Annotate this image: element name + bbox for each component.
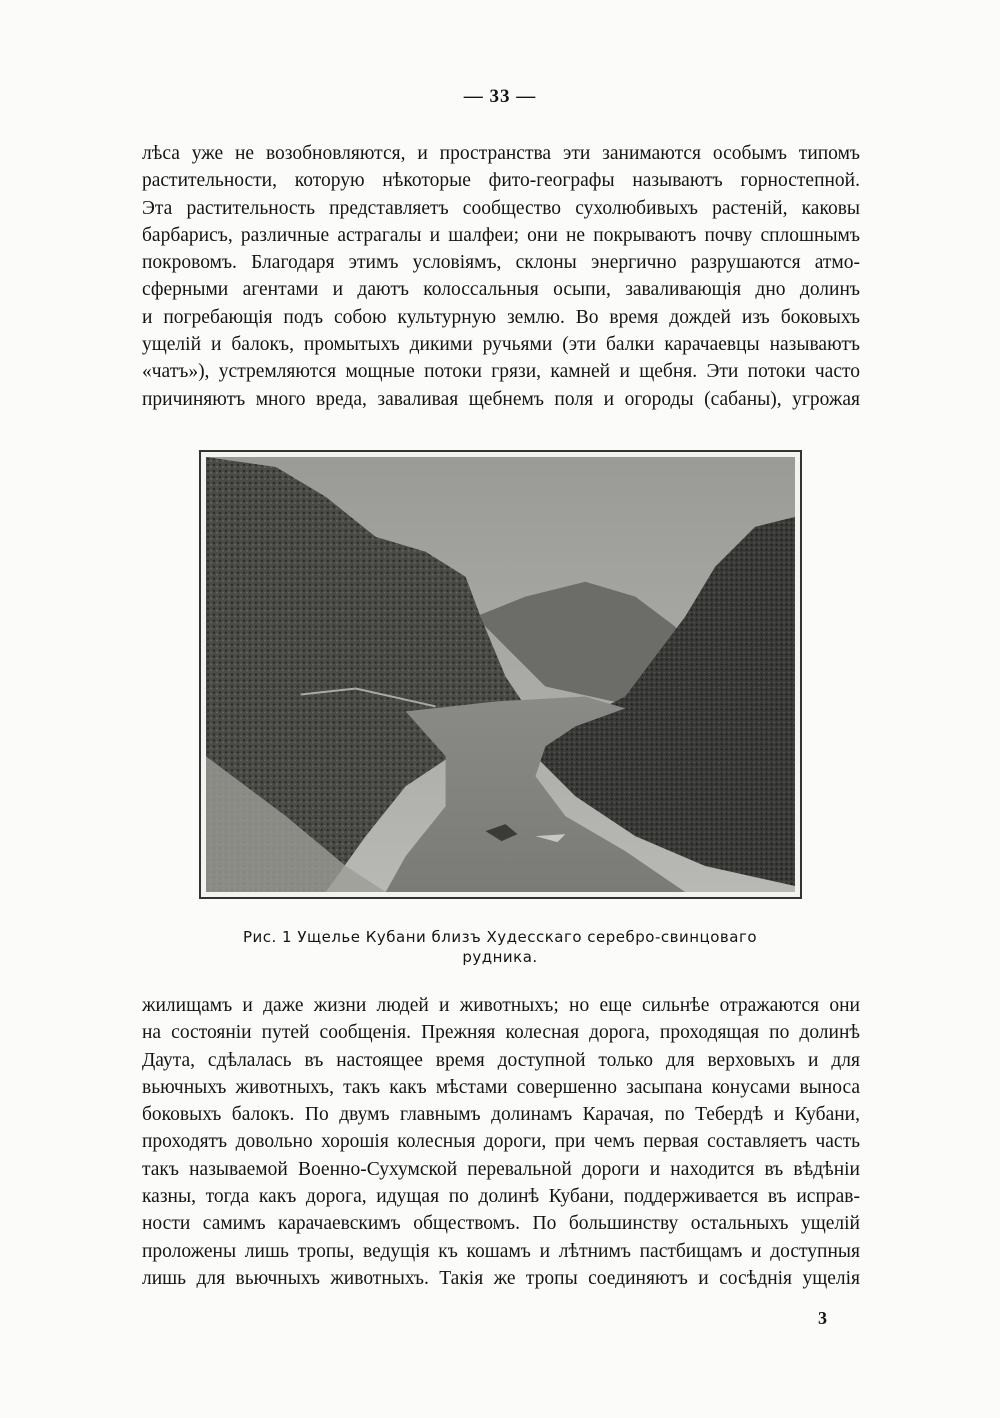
signature-mark: 3	[818, 1308, 827, 1328]
text-line: барбарисъ, различные астрагалы и шалфеи; они не покрываютъ почву сплошнымъ	[142, 224, 860, 246]
caption-line: Рис. 1 Ущелье Кубани близъ Худесскаго серебро-свинцоваго	[242, 928, 758, 946]
gorge-photo-illustration	[206, 457, 795, 892]
text-line: лишь для вьючныхъ животныхъ. Такія же тропы соединяютъ и сосѣднія ущелія	[142, 1267, 860, 1289]
text-line: сферными агентами и даютъ колоссальныя осыпи, заваливающія дно долинъ	[142, 279, 860, 301]
text-line: казны, тогда какъ дорога, идущая по долинѣ Кубани, поддерживается въ исправ-	[142, 1186, 860, 1208]
text-line: ности самимъ карачаевскимъ обществомъ. По большинству остальныхъ ущелій	[142, 1213, 860, 1235]
text-line: такъ называемой Военно-Сухумской перевальной дороги и находится въ вѣдѣніи	[142, 1158, 860, 1180]
caption-line: рудника.	[462, 948, 538, 966]
top-paragraph	[142, 140, 860, 413]
figure-photo	[199, 450, 802, 899]
text-line: и погребающія подъ собою культурную землю. Во время дождей изъ боковыхъ	[142, 306, 860, 328]
text-line: Эта растительность представляетъ сообщество сухолюбивыхъ растеній, каковы	[142, 197, 860, 219]
figure-caption	[0, 927, 1000, 967]
text-line: проложены лишь тропы, ведущія къ кошамъ и лѣтнимъ пастбищамъ и доступныя	[142, 1240, 860, 1262]
text-line: жилищамъ и даже жизни людей и животныхъ; но еще сильнѣе отражаются они	[142, 995, 860, 1016]
text-line: причиняютъ много вреда, заваливая щебнемъ поля и огороды (сабаны), угрожая	[142, 388, 860, 410]
text-line: ущелій и балокъ, промытыхъ дикими ручьями (эти балки карачаевцы называютъ	[142, 334, 860, 356]
text-line: растительности, которую нѣкоторые фито-географы называютъ горностепной.	[142, 170, 860, 192]
text-line: вьючныхъ животныхъ, такъ какъ мѣстами совершенно засыпана конусами выноса	[142, 1076, 860, 1098]
text-line: покровомъ. Благодаря этимъ условіямъ, склоны энергично разрушаются атмо-	[142, 252, 860, 274]
text-line: боковыхъ балокъ. По двумъ главнымъ долинамъ Карачая, по Тебердѣ и Кубани,	[142, 1104, 860, 1126]
page-number: — 33 —	[463, 86, 537, 107]
bottom-paragraph	[142, 992, 860, 1292]
text-line: проходятъ довольно хорошія колесныя дороги, при чемъ первая составляетъ часть	[142, 1131, 860, 1153]
text-line: Даута, сдѣлалась въ настоящее время доступной только для верховыхъ и для	[142, 1049, 860, 1071]
text-line: «чатъ»), устремляются мощные потоки грязи, камней и щебня. Эти потоки часто	[142, 361, 860, 383]
text-line: лѣса уже не возобновляются, и пространства эти занимаются особымъ типомъ	[142, 143, 860, 164]
text-line: на состояніи путей сообщенія. Прежняя колесная дорога, проходящая по долинѣ	[142, 1022, 860, 1044]
